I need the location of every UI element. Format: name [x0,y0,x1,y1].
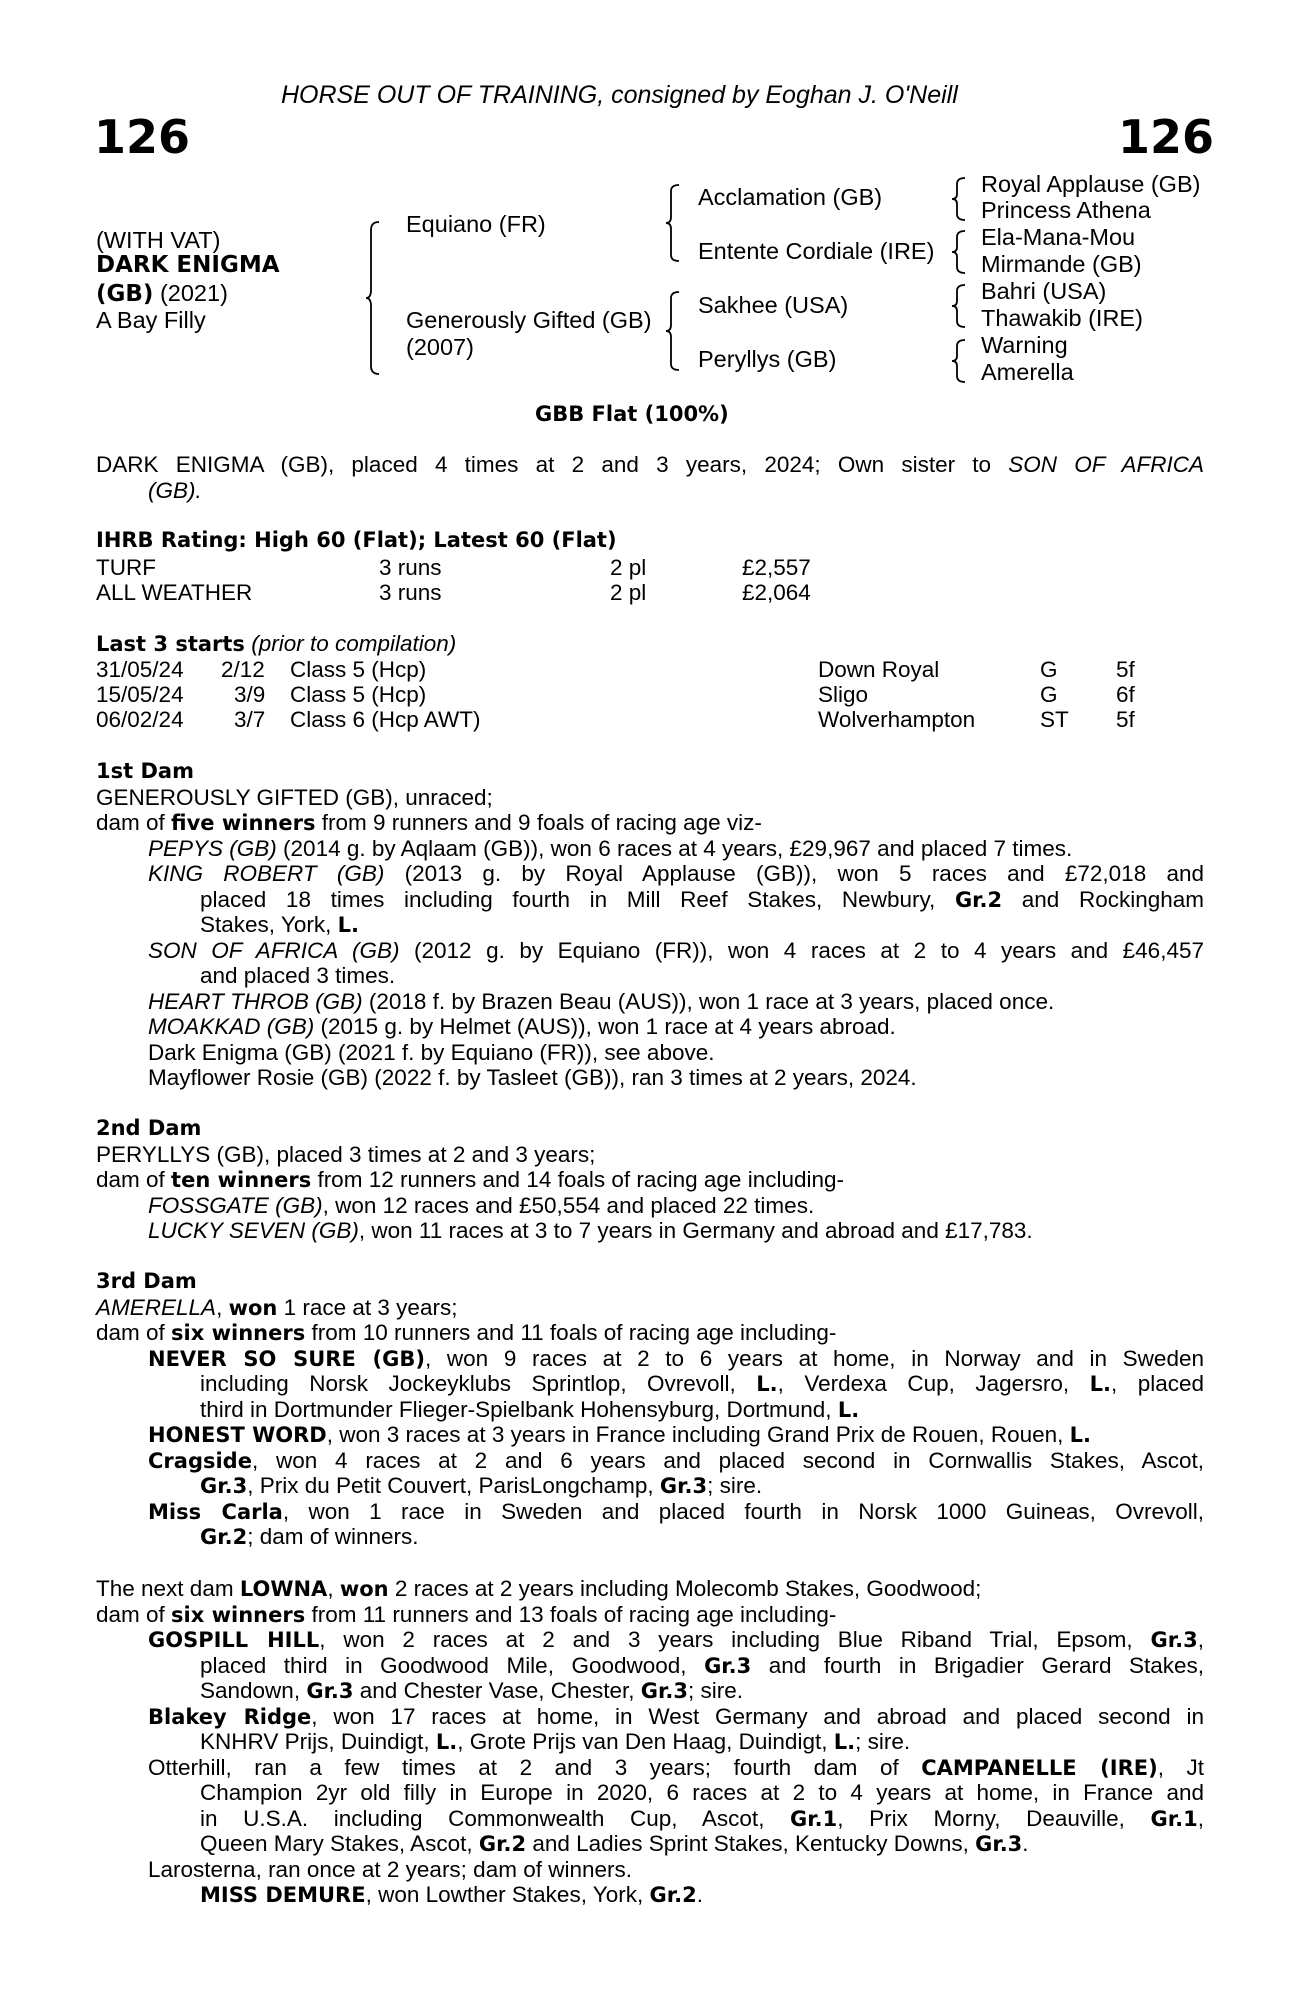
text-run: . [696,1882,703,1907]
dam-year: (2007) [406,334,474,360]
start-going: ST [1040,707,1069,732]
produce-name: Miss Carla [148,1499,283,1524]
brace-gg4 [951,338,971,384]
sire-dam: Entente Cordiale (IRE) [698,238,935,264]
last-starts-label: Last 3 starts [96,632,245,656]
produce-entry [96,1014,1204,1040]
produce-entry [96,938,1204,964]
dam: Generously Gifted (GB) [406,307,652,333]
grade: Gr.1 [1150,1806,1198,1831]
grade: L. [833,1730,856,1754]
lot-number-right: 126 [1118,110,1215,164]
text-run: ; sire. [707,1473,763,1498]
start-going: G [1040,657,1058,682]
ggp-2: Princess Athena [981,197,1151,223]
next-dam-produce [96,1602,1204,1628]
ihrb-runs: 3 runs [379,555,442,580]
grade: Gr.2 [954,887,1003,912]
start-class: Class 5 (Hcp) [290,657,427,682]
summary-paragraph [96,452,1204,503]
lot-number-left: 126 [94,110,191,164]
text-run: (2015 g. by Helmet (AUS)), won 1 race at 4 years abroad. [314,1014,896,1039]
sire: Equiano (FR) [406,211,546,237]
text-run: , [327,1576,340,1601]
produce-continuation [96,912,1204,938]
ihrb-surface: TURF [96,555,156,580]
text-run: in U.S.A. including Commonwealth Cup, Ascot, [200,1805,791,1831]
produce-entry: Dark Enigma (GB) (2021 f. by Equiano (FR)), see above. [148,1039,715,1065]
start-position: 3/9 [234,682,266,707]
produce-name: CAMPANELLE (IRE) [921,1755,1158,1780]
pedigree-brace-main [365,220,385,376]
produce-continuation [96,1397,1204,1423]
text-run: 1 race at 3 years; [277,1294,458,1320]
start-going: G [1040,682,1058,707]
next-dam-section [96,1576,1204,1908]
text-run: , Prix du Petit Couvert, ParisLongchamp, [247,1473,660,1498]
next-dam-line [96,1576,1204,1602]
produce-continuation [96,1653,1204,1679]
text-run: from 12 runners and 14 foals of racing age including- [311,1167,845,1192]
grade: Gr.3 [306,1679,354,1703]
text-run: Queen Mary Stakes, Ascot, [200,1831,479,1856]
produce-name: Cragside [148,1448,252,1473]
text-run: and Rockingham [1002,886,1205,912]
produce-name: Blakey Ridge [148,1704,312,1729]
text-run: (2013 g. by Royal Applause (GB)), won 5 races and £72,018 and [384,861,1205,886]
vat-note: (WITH VAT) [96,227,221,253]
text-run: ; dam of winners. [247,1524,419,1549]
pedigree-brace-dam [665,290,685,372]
ggp-5: Bahri (USA) [981,278,1107,304]
start-class: Class 6 (Hcp AWT) [290,707,481,732]
text-run: , won 11 races at 3 to 7 years in Germany and abroad and £17,783. [358,1218,1033,1243]
start-date: 31/05/24 [96,657,184,682]
text-run: , Jt [1157,1754,1204,1780]
start-class: Class 5 (Hcp) [290,682,427,707]
text-run: (2012 g. by Equiano (FR)), won 4 races at 2 to 4 years and £46,457 [399,937,1204,963]
grade: L. [337,913,359,937]
winners-count: five winners [171,811,316,835]
produce-entry [96,1422,1204,1448]
text-run: , won 2 races at 2 and 3 years including Blue Riband Trial, Epsom, [319,1627,1151,1652]
text-run: , won 4 races at 2 and 6 years and placed second in Cornwallis Stakes, Ascot, [251,1447,1204,1473]
text-run: (2014 g. by Aqlaam (GB)), won 6 races at 4 years, £29,967 and placed 7 times. [276,835,1073,861]
text-run: from 11 runners and 13 foals of racing age including- [305,1601,837,1627]
produce-entry [96,989,1204,1015]
third-dam-section [96,1269,1204,1550]
produce-entry: Larosterna, ran once at 2 years; dam of winners. [148,1856,633,1882]
start-distance: 5f [1116,707,1135,732]
grade: L. [1069,1423,1091,1447]
ggp-6: Thawakib (IRE) [981,305,1143,331]
catalogue-header: HORSE OUT OF TRAINING, consigned by Eoghan J. O'Neill [281,81,958,109]
text-run: ; sire. [855,1729,911,1754]
text-run: , won Lowther Stakes, York, [365,1882,650,1907]
start-course: Down Royal [818,657,940,682]
produce-name: SON OF AFRICA (GB) [148,937,400,963]
produce-continuation [96,1473,1204,1499]
ihrb-runs: 3 runs [379,580,442,605]
produce-entry [96,1704,1204,1730]
text-run: . [1022,1831,1029,1856]
produce-name: MISS DEMURE [200,1883,366,1907]
produce-continuation: and placed 3 times. [200,963,396,988]
text-run: Stakes, York, [200,912,338,937]
text-run: (2018 f. by Brazen Beau (AUS)), won 1 race at 3 years, placed once. [362,988,1055,1014]
grade: Gr.2 [478,1832,527,1856]
text-run: from 9 runners and 9 foals of racing age viz- [315,810,762,835]
text-run: dam of [96,1320,172,1345]
third-dam-line [96,1295,1204,1321]
grade: Gr.1 [790,1806,838,1831]
text-run: Otterhill, ran a few times at 2 and 3 years; fourth dam of [148,1754,922,1780]
text-run: dam of [96,810,172,835]
produce-entry [96,1346,1204,1372]
ggp-7: Warning [981,332,1068,358]
winners-count: six winners [171,1321,306,1345]
won-label: won [228,1295,278,1320]
text-run: , placed [1110,1371,1205,1396]
ggp-1: Royal Applause (GB) [981,171,1201,197]
horse-name: DARK ENIGMA [96,252,280,278]
ihrb-placed: 2 pl [610,580,647,605]
second-dam-line: PERYLLYS (GB), placed 3 times at 2 and 3 years; [96,1141,596,1167]
grade: Gr.2 [649,1883,697,1907]
text-run: , won 9 races at 2 to 6 years at home, in Norway and in Sweden [424,1345,1204,1371]
start-distance: 6f [1116,682,1135,707]
second-dam-section [96,1116,1204,1244]
brace-gg3 [951,283,971,329]
grade: L. [435,1730,458,1754]
text-run: 2 races at 2 years including Molecomb Stakes, Goodwood; [388,1576,982,1601]
start-position: 3/7 [234,707,266,732]
winners-count: six winners [171,1602,306,1627]
produce-entry [96,1193,1204,1219]
produce-name: PEPYS (GB) [148,835,277,861]
text-run: ; sire. [687,1678,743,1703]
gbb-rating: GBB Flat (100%) [535,402,729,426]
first-dam-section [96,759,1204,1091]
start-distance: 5f [1116,657,1135,682]
text-run: , [1197,1805,1204,1831]
text-run: placed 18 times including fourth in Mill Reef Stakes, Newbury, [200,886,955,912]
grade: L. [837,1397,860,1422]
produce-entry [96,1755,1204,1781]
pedigree-brace-sire [665,183,685,263]
grade: Gr.3 [200,1474,248,1498]
text-run: , Verdexa Cup, Jagersro, [777,1371,1090,1396]
produce-name: KING ROBERT (GB) [148,861,385,886]
second-dam-produce [96,1167,1204,1193]
third-dam-produce [96,1320,1204,1346]
summary-sibling: SON OF AFRICA [1008,452,1204,477]
brace-gg1 [951,176,971,222]
ggp-3: Ela-Mana-Mou [981,224,1136,250]
text-run: The next dam [96,1576,240,1601]
first-dam-produce [96,810,1204,836]
grade: Gr.3 [975,1832,1023,1856]
produce-name: NEVER SO SURE (GB) [148,1346,425,1371]
text-run: placed third in Goodwood Mile, Goodwood, [200,1652,705,1678]
produce-continuation [96,1882,1204,1908]
dam-sire: Sakhee (USA) [698,292,849,318]
produce-entry [96,1627,1204,1653]
produce-continuation: Champion 2yr old filly in Europe in 2020, 6 races at 2 to 4 years at home, in France and [200,1780,1204,1805]
produce-continuation [96,1678,1204,1704]
sire-sire: Acclamation (GB) [698,184,883,210]
summary-sibling-origin: (GB). [148,477,202,503]
brace-gg2 [951,229,971,275]
text-run: and fourth in Brigadier Gerard Stakes, [751,1652,1205,1678]
start-date: 06/02/24 [96,707,184,732]
ihrb-prize: £2,557 [742,555,811,580]
text-run: , Grote Prijs van Den Haag, Duindigt, [457,1729,834,1754]
start-position: 2/12 [221,657,265,682]
ggp-4: Mirmande (GB) [981,251,1142,277]
produce-entry [96,861,1204,887]
produce-continuation [96,1806,1204,1832]
produce-continuation [96,1729,1204,1755]
horse-origin-year [96,280,228,308]
produce-entry [96,1448,1204,1474]
produce-entry [96,836,1204,862]
start-course: Sligo [818,682,869,707]
summary-text: DARK ENIGMA (GB), placed 4 times at 2 and 3 years, 2024; Own sister to [96,452,992,477]
text-run: and Chester Vase, Chester, [353,1678,641,1703]
text-run: KNHRV Prijs, Duindigt, [200,1729,436,1754]
first-dam-title: 1st Dam [96,759,194,783]
grade: Gr.3 [640,1679,688,1703]
ggp-8: Amerella [981,359,1074,385]
produce-entry: Mayflower Rosie (GB) (2022 f. by Tasleet (GB)), ran 3 times at 2 years, 2024. [148,1065,917,1090]
text-run: from 10 runners and 11 foals of racing age including- [305,1320,837,1345]
first-dam-line: GENEROUSLY GIFTED (GB), unraced; [96,784,493,810]
text-run: , [216,1294,229,1320]
grade: Gr.3 [1150,1628,1198,1652]
grade: L. [1089,1372,1111,1396]
text-run: , won 3 races at 3 years in France including Grand Prix de Rouen, Rouen, [326,1422,1070,1447]
ihrb-placed: 2 pl [610,555,647,580]
text-run: , [1197,1627,1204,1652]
text-run: third in Dortmunder Flieger-Spielbank Hohensyburg, Dortmund, [200,1396,838,1422]
horse-description: A Bay Filly [96,307,206,333]
horse-year: (2021) [159,280,228,306]
produce-name: FOSSGATE (GB) [148,1192,323,1218]
produce-name: MOAKKAD (GB) [148,1014,315,1039]
start-course: Wolverhampton [818,707,976,732]
produce-name: LUCKY SEVEN (GB) [148,1218,359,1243]
produce-name: GOSPILL HILL [148,1628,320,1652]
text-run: , Prix Morny, Deauville, [837,1805,1151,1831]
winners-count: ten winners [171,1168,312,1192]
produce-continuation [96,1524,1204,1550]
grade: Gr.2 [200,1525,248,1549]
produce-continuation [96,887,1204,913]
text-run: , won 12 races and £50,554 and placed 22 times. [322,1192,815,1218]
produce-continuation [96,1831,1204,1857]
produce-continuation [96,1371,1204,1397]
dam-name: LOWNA [239,1577,328,1601]
won-label: won [339,1577,389,1601]
dam-dam: Peryllys (GB) [698,346,837,372]
grade: L. [756,1372,778,1396]
third-dam-title: 3rd Dam [96,1269,197,1293]
produce-entry [96,1218,1204,1244]
ihrb-rating-title: IHRB Rating: High 60 (Flat); Latest 60 (Flat) [96,528,617,552]
text-run: dam of [96,1167,172,1192]
second-dam-title: 2nd Dam [96,1116,202,1140]
grade: Gr.3 [704,1653,752,1678]
text-run: , won 1 race in Sweden and placed fourth in Norsk 1000 Guineas, Ovrevoll, [282,1498,1205,1524]
ihrb-surface: ALL WEATHER [96,580,253,605]
last-starts-title [96,631,456,658]
ihrb-prize: £2,064 [742,580,811,605]
produce-name: HONEST WORD [148,1423,327,1447]
horse-origin: (GB) [96,281,154,307]
text-run: including Norsk Jockeyklubs Sprintlop, Ovrevoll, [200,1371,757,1396]
text-run: and Ladies Sprint Stakes, Kentucky Downs, [526,1831,976,1856]
text-run: dam of [96,1601,172,1627]
grade: Gr.3 [659,1474,708,1498]
dam-name: AMERELLA [96,1294,217,1320]
produce-name: HEART THROB (GB) [148,988,363,1014]
text-run: , won 17 races at home, in West Germany and abroad and placed second in [311,1703,1204,1729]
produce-entry [96,1499,1204,1525]
text-run: Sandown, [200,1678,307,1703]
start-date: 15/05/24 [96,682,184,707]
last-starts-note: (prior to compilation) [251,631,457,656]
